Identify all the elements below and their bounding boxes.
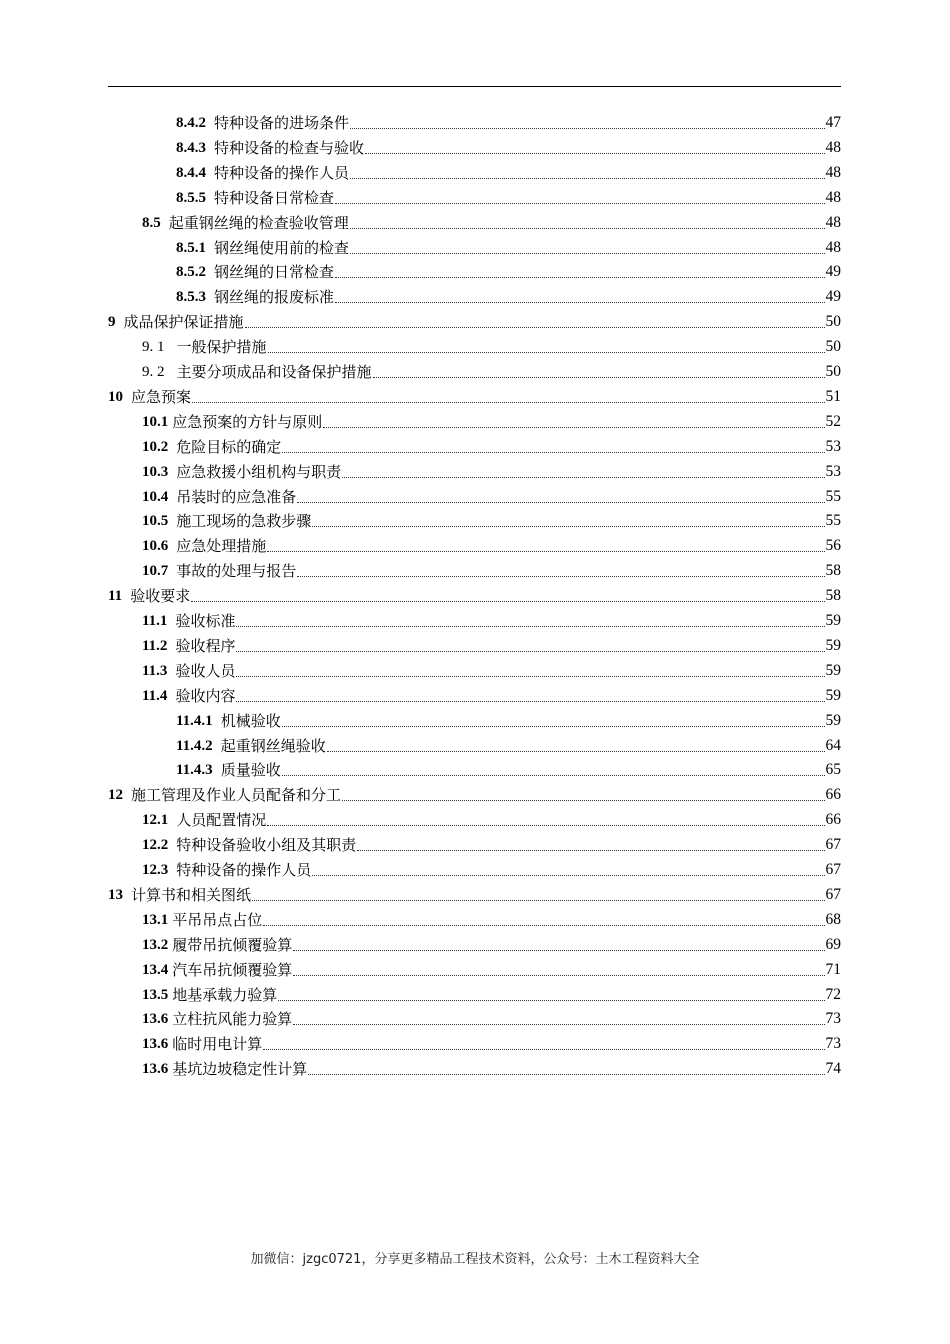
dot-leader (327, 751, 825, 752)
toc-entry-number: 11.4.2 (176, 737, 213, 754)
toc-entry[interactable] (142, 1033, 841, 1055)
toc-entry-title: 钢丝绳使用前的检查 (214, 238, 350, 257)
dot-leader (357, 850, 824, 851)
dot-leader (312, 526, 824, 527)
dot-leader (245, 327, 825, 328)
toc-entry-number: 9. 1 (142, 339, 165, 356)
toc-entry[interactable] (142, 411, 841, 433)
toc-entry-page: 59 (825, 612, 841, 629)
toc-entry[interactable] (176, 162, 841, 184)
dot-leader (236, 701, 824, 702)
toc-entry[interactable] (142, 336, 841, 358)
toc-entry[interactable] (176, 261, 841, 283)
toc-entry-page: 55 (825, 487, 841, 505)
dot-leader (312, 875, 824, 876)
dot-leader (267, 825, 824, 826)
toc-entry-number: 13.2 (142, 936, 169, 953)
toc-entry-number: 13.6 (142, 1011, 169, 1028)
toc-entry[interactable] (176, 187, 841, 209)
toc-entry[interactable] (142, 909, 841, 931)
toc-entry-page: 67 (825, 836, 841, 854)
toc-entry-number: 12.3 (142, 862, 169, 878)
toc-entry[interactable] (142, 1058, 841, 1080)
dot-leader (263, 925, 824, 926)
toc-entry[interactable] (142, 212, 841, 234)
toc-entry-page: 66 (825, 786, 841, 804)
dot-leader (282, 452, 824, 453)
toc-entry-title: 验收标准 (175, 612, 236, 630)
toc-entry-number: 11.4.1 (176, 712, 213, 729)
dot-leader (282, 726, 825, 727)
toc-entry[interactable] (142, 859, 841, 881)
toc-entry-page: 69 (825, 935, 841, 953)
toc-entry-number: 12.1 (142, 812, 169, 829)
toc-entry-page: 48 (825, 213, 841, 231)
toc-entry-number: 11.4.3 (176, 762, 213, 779)
toc-entry-page: 68 (825, 910, 841, 928)
toc-entry-number: 10.4 (142, 488, 169, 505)
dot-leader (293, 975, 824, 976)
toc-entry-number: 8.4.2 (176, 115, 206, 131)
toc-entry-number: 9 (108, 314, 116, 331)
dot-leader (342, 800, 824, 801)
toc-entry[interactable] (108, 585, 841, 607)
toc-entry-title: 立柱抗风能力验算 (172, 1010, 293, 1029)
dot-leader (191, 601, 824, 602)
toc-entry[interactable] (142, 461, 841, 483)
dot-leader (323, 427, 824, 428)
toc-entry-title: 质量验收 (220, 761, 281, 780)
toc-entry-number: 8.5.2 (176, 264, 206, 281)
toc-entry-number: 12 (108, 787, 123, 804)
toc-entry-title: 特种设备的操作人员 (176, 861, 312, 879)
dot-leader (192, 402, 824, 403)
toc-entry-page: 48 (825, 238, 841, 256)
toc-entry[interactable] (142, 635, 841, 657)
dot-leader (373, 377, 825, 378)
toc-entry[interactable] (108, 311, 841, 333)
toc-entry-title: 汽车吊抗倾覆验算 (172, 960, 293, 979)
toc-entry-page: 48 (825, 138, 841, 156)
header-rule (108, 86, 841, 87)
toc-entry-title: 成品保护保证措施 (123, 313, 244, 332)
toc-entry-number: 13.6 (142, 1036, 169, 1053)
toc-entry-page: 59 (825, 636, 841, 654)
dot-leader (297, 576, 824, 577)
toc-entry-page: 59 (825, 711, 841, 729)
dot-leader (263, 1049, 824, 1050)
toc-entry[interactable] (142, 436, 841, 458)
toc-entry-page: 50 (825, 313, 841, 331)
toc-entry-page: 53 (825, 462, 841, 480)
dot-leader (342, 477, 824, 478)
toc-entry-title: 特种设备验收小组及其职责 (176, 836, 357, 855)
toc-entry[interactable] (176, 710, 841, 732)
toc-entry-page: 50 (825, 338, 841, 356)
toc-entry[interactable] (108, 386, 841, 408)
toc-entry-title: 临时用电计算 (172, 1035, 263, 1054)
dot-leader (236, 651, 824, 652)
toc-entry-page: 47 (825, 114, 841, 131)
toc-entry-number: 8.5.3 (176, 289, 206, 306)
toc-entry-number: 10 (108, 388, 123, 405)
toc-entry-title: 应急预案 (131, 387, 192, 406)
toc-entry[interactable] (142, 934, 841, 956)
toc-entry-page: 67 (825, 885, 841, 903)
toc-entry[interactable] (142, 486, 841, 508)
toc-entry-number: 10.5 (142, 513, 169, 530)
toc-entry-page: 74 (825, 1060, 841, 1078)
toc-entry[interactable] (142, 535, 841, 557)
dot-leader (308, 1074, 824, 1075)
dot-leader (236, 626, 824, 627)
toc-entry-title: 验收内容 (175, 686, 236, 705)
toc-entry-page: 58 (825, 587, 841, 605)
toc-entry-title: 一般保护措施 (176, 338, 267, 357)
toc-entry-page: 66 (825, 811, 841, 829)
toc-entry-title: 施工管理及作业人员配备和分工 (131, 786, 342, 805)
toc-entry[interactable] (176, 286, 841, 308)
toc-entry-title: 基坑边坡稳定性计算 (172, 1060, 308, 1079)
toc-entry-title: 验收程序 (175, 636, 236, 655)
toc-entry[interactable] (176, 137, 841, 159)
footer-note: 加微信：jzgc0721，分享更多精品工程技术资料，公众号：土木工程资料大全 (250, 1252, 700, 1267)
toc-entry-title: 危险目标的确定 (176, 437, 282, 456)
toc-entry-page: 49 (825, 288, 841, 306)
toc-entry[interactable] (142, 361, 841, 383)
toc-entry-title: 施工现场的急救步骤 (176, 512, 312, 531)
toc-entry-page: 55 (825, 512, 841, 530)
toc-entry[interactable] (176, 759, 841, 781)
dot-leader (335, 302, 824, 303)
toc-entry-page: 58 (825, 562, 841, 580)
toc-entry[interactable] (142, 1008, 841, 1030)
toc-entry-title: 事故的处理与报告 (176, 562, 297, 581)
toc-entry[interactable] (142, 610, 841, 632)
toc-entry-title: 起重钢丝绳的检查验收管理 (168, 213, 349, 232)
toc-entry-page: 59 (825, 661, 841, 679)
toc-entry-title: 计算书和相关图纸 (131, 885, 252, 904)
toc-entry-number: 13.6 (142, 1061, 169, 1078)
toc-entry[interactable] (176, 237, 841, 259)
dot-leader (365, 153, 824, 154)
toc-entry-number: 10.2 (142, 438, 169, 455)
toc-entry-title: 起重钢丝绳验收 (220, 736, 326, 755)
toc-entry-page: 67 (825, 861, 841, 878)
dot-leader (293, 1024, 824, 1025)
dot-leader (350, 178, 824, 179)
toc-entry-page: 72 (825, 985, 841, 1003)
toc-entry[interactable] (176, 112, 841, 134)
toc-entry-number: 13 (108, 886, 123, 903)
toc-entry-number: 12.2 (142, 837, 169, 854)
toc-entry-number: 11 (108, 588, 123, 605)
toc-entry[interactable] (108, 784, 841, 806)
toc-entry[interactable] (142, 809, 841, 831)
toc-entry-page: 48 (825, 163, 841, 181)
toc-entry-page: 64 (825, 736, 841, 754)
toc-entry-title: 应急救援小组机构与职责 (176, 462, 342, 481)
dot-leader (267, 551, 824, 552)
toc-entry-page: 71 (825, 960, 841, 978)
toc-entry[interactable] (108, 884, 841, 906)
dot-leader (335, 277, 824, 278)
toc-entry-page: 73 (825, 1035, 841, 1053)
toc-entry-number: 8.4.3 (176, 139, 206, 156)
toc-entry-page: 59 (825, 686, 841, 704)
toc-entry-number: 11.4 (142, 687, 168, 704)
toc-entry-page: 50 (825, 363, 841, 380)
toc-entry-title: 验收要求 (130, 587, 191, 606)
toc-entry-page: 73 (825, 1010, 841, 1028)
toc-entry-number: 13.5 (142, 986, 169, 1003)
toc-entry-title: 吊装时的应急准备 (176, 487, 297, 506)
dot-leader (278, 1000, 824, 1001)
toc-entry-number: 8.5 (142, 214, 161, 231)
toc-entry-number: 13.4 (142, 961, 169, 978)
toc-entry-number: 11.3 (142, 662, 168, 679)
toc-entry-number: 11.2 (142, 637, 168, 654)
toc-entry-title: 钢丝绳的日常检查 (214, 263, 335, 282)
toc-entry-title: 验收人员 (175, 661, 236, 680)
toc-entry-number: 8.5.5 (176, 189, 206, 206)
toc-entry-title: 应急预案的方针与原则 (172, 412, 323, 431)
toc-entry[interactable] (142, 834, 841, 856)
toc-entry-page: 51 (825, 387, 841, 405)
toc-entry-title: 特种设备的检查与验收 (214, 138, 365, 157)
toc-entry[interactable] (176, 735, 841, 757)
toc-entry-number: 10.6 (142, 538, 169, 555)
toc-entry[interactable] (142, 510, 841, 532)
toc-entry-page: 65 (825, 761, 841, 779)
toc-entry[interactable] (142, 660, 841, 682)
dot-leader (350, 228, 825, 229)
toc-entry-title: 特种设备日常检查 (214, 188, 335, 207)
toc-entry-number: 8.5.1 (176, 239, 206, 256)
dot-leader (350, 253, 824, 254)
toc-entry[interactable] (142, 560, 841, 582)
dot-leader (282, 775, 825, 776)
toc-entry-title: 应急处理措施 (176, 537, 267, 556)
toc-entry[interactable] (142, 959, 841, 981)
toc-entry-title: 平吊吊点占位 (172, 910, 263, 929)
toc-entry-number: 10.3 (142, 463, 169, 480)
toc-entry-page: 48 (825, 188, 841, 206)
toc-entry-number: 9. 2 (142, 364, 165, 380)
toc-entry[interactable] (142, 685, 841, 707)
toc-entry-title: 人员配置情况 (176, 811, 267, 830)
toc-entry-number: 10.1 (142, 413, 169, 430)
dot-leader (293, 950, 824, 951)
dot-leader (236, 676, 824, 677)
toc-entry-title: 机械验收 (220, 711, 281, 730)
toc-entry-page: 56 (825, 537, 841, 555)
dot-leader (335, 203, 824, 204)
toc-entry[interactable] (142, 984, 841, 1006)
toc-entry-title: 地基承载力验算 (172, 985, 278, 1004)
toc-entry-number: 13.1 (142, 911, 169, 928)
toc-entry-number: 8.4.4 (176, 164, 206, 181)
toc-entry-number: 11.1 (142, 613, 168, 629)
dot-leader (252, 900, 824, 901)
toc-entry-title: 主要分项成品和设备保护措施 (176, 363, 372, 381)
toc-entry-title: 特种设备的操作人员 (214, 163, 350, 182)
dot-leader (268, 352, 825, 353)
toc-entry-page: 52 (825, 412, 841, 430)
dot-leader (297, 502, 824, 503)
toc-entry-title: 特种设备的进场条件 (214, 114, 350, 132)
toc-entry-page: 49 (825, 263, 841, 281)
dot-leader (350, 128, 824, 129)
toc-entry-title: 钢丝绳的报废标准 (214, 288, 335, 307)
toc-entry-title: 履带吊抗倾覆验算 (172, 935, 293, 954)
toc-entry-number: 10.7 (142, 563, 169, 580)
toc-entry-page: 53 (825, 437, 841, 455)
